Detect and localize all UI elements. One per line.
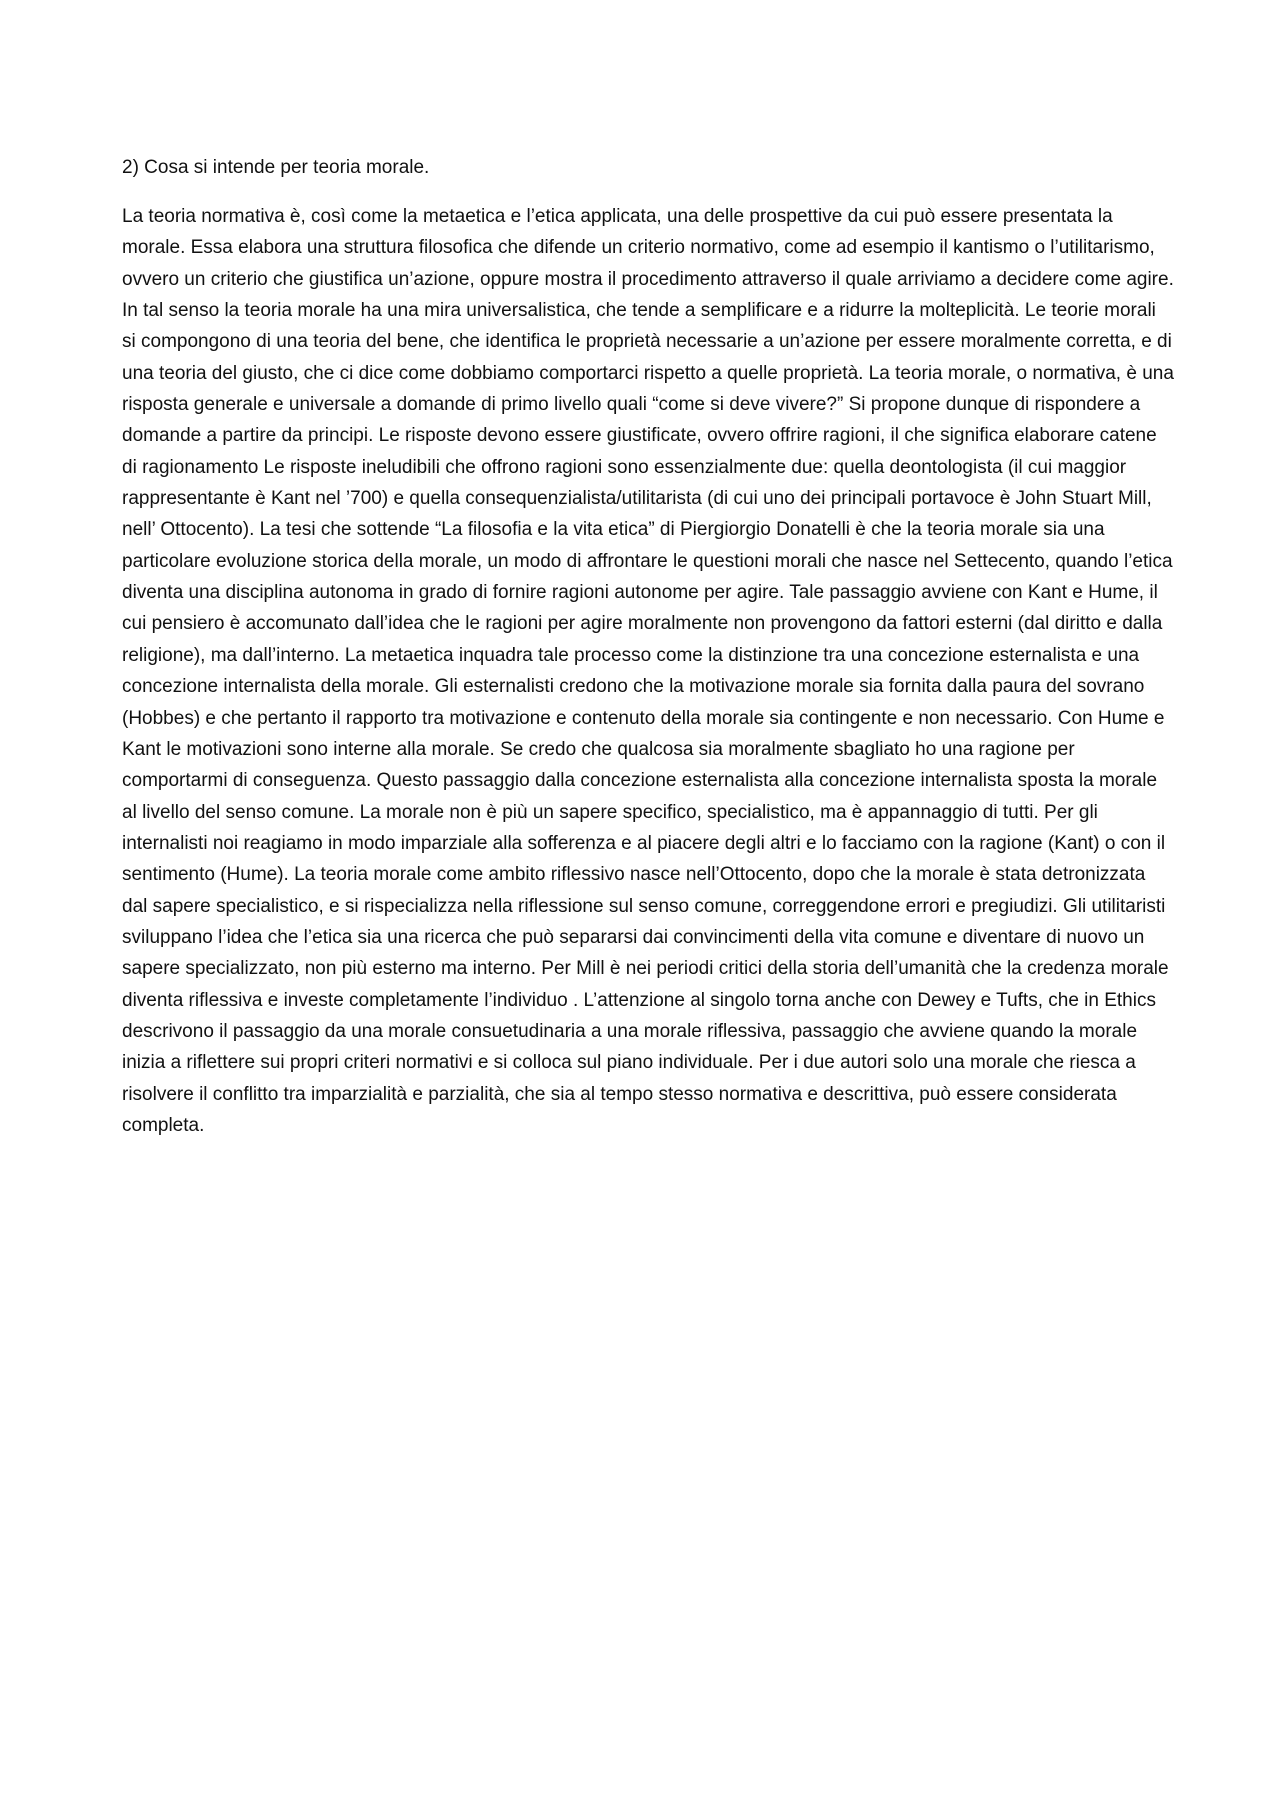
document-heading: 2) Cosa si intende per teoria morale. — [122, 157, 430, 178]
document-content — [122, 152, 1174, 1141]
document-body-paragraph: La teoria normativa è, così come la metaetica e l’etica applicata, una delle prospettive da cui può essere presentata la morale. Essa elabora una struttura filosofica che difende un criterio normativo, come ad esempio il kantismo o l’utilitarismo, ovvero un criterio che giustifica un’azione, oppure mostra il procedimento attraverso il quale arriviamo a decidere come agire. In tal senso la teoria morale ha una mira universalistica, che tende a semplificare e a ridurre la molteplicità. Le teorie morali si compongono di una teoria del bene, che identifica le proprietà necessarie a un’azione per essere moralmente corretta, e di una teoria del giusto, che ci dice come dobbiamo comportarci rispetto a quelle proprietà. La teoria morale, o normativa, è una risposta generale e universale a domande di primo livello quali “come si deve vivere?” Si propone dunque di rispondere a domande a partire da principi. Le risposte devono essere giustificate, ovvero offrire ragioni, il che significa elaborare catene di ragionamento Le risposte ineludibili che offrono ragioni sono essenzialmente due: quella deontologista (il cui maggior rappresentante è Kant nel ’700) e quella consequenzialista/utilitarista (di cui uno dei principali portavoce è John Stuart Mill, nell’ Ottocento). La tesi che sottende “La filosofia e la vita etica” di Piergiorgio Donatelli è che la teoria morale sia una particolare evoluzione storica della morale, un modo di affrontare le questioni morali che nasce nel Settecento, quando l’etica diventa una disciplina autonoma in grado di fornire ragioni autonome per agire. Tale passaggio avviene con Kant e Hume, il cui pensiero è accomunato dall’idea che le ragioni per agire moralmente non provengono da fattori esterni (dal diritto e dalla religione), ma dall’interno. La metaetica inquadra tale processo come la distinzione tra una concezione esternalista e una concezione internalista della morale. Gli esternalisti credono che la motivazione morale sia fornita dalla paura del sovrano (Hobbes) e che pertanto il rapporto tra motivazione e contenuto della morale sia contingente e non necessario. Con Hume e Kant le motivazioni sono interne alla morale. Se credo che qualcosa sia moralmente sbagliato ho una ragione per comportarmi di conseguenza. Questo passaggio dalla concezione esternalista alla concezione internalista sposta la morale al livello del senso comune. La morale non è più un sapere specifico, specialistico, ma è appannaggio di tutti. Per gli internalisti noi reagiamo in modo imparziale alla sofferenza e al piacere degli altri e lo facciamo con la ragione (Kant) o con il sentimento (Hume). La teoria morale come ambito riflessivo nasce nell’Ottocento, dopo che la morale è stata detronizzata dal sapere specialistico, e si rispecializza nella riflessione sul senso comune, correggendone errori e pregiudizi. Gli utilitaristi sviluppano l’idea che l’etica sia una ricerca che può separarsi dai convincimenti della vita comune e diventare di nuovo un sapere specializzato, non più esterno ma interno. Per Mill è nei periodi critici della storia dell’umanità che la credenza morale diventa riflessiva e investe completamente l’individuo . L’attenzione al singolo torna anche con Dewey e Tufts, che in Ethics descrivono il passaggio da una morale consuetudinaria a una morale riflessiva, passaggio che avviene quando la morale inizia a riflettere sui propri criteri normativi e si colloca sul piano individuale. Per i due autori solo una morale che riesca a risolvere il conflitto tra imparzialità e parzialità, che sia al tempo stesso normativa e descrittiva, può essere considerata completa. — [122, 206, 1174, 1136]
